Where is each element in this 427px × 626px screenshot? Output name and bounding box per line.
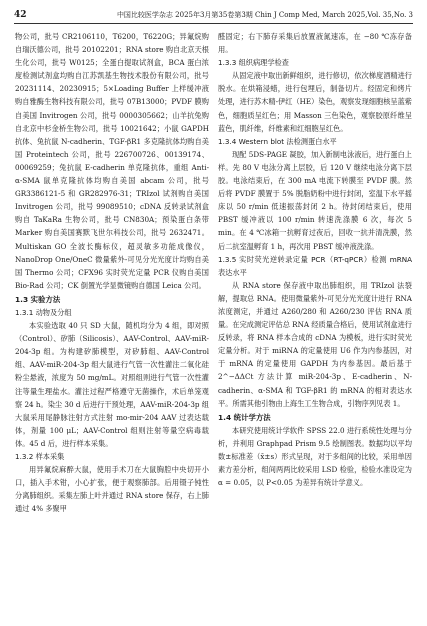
journal-title: 中国比较医学杂志 2025年3月第35卷第3期 Chin J Comp Med, March 2025,Vol. 35,No. 3 <box>116 11 413 19</box>
right-column <box>218 30 412 489</box>
left-subsection-heading: 1.3.2 样本采集 <box>15 452 65 461</box>
right-paragraph: 醛固定；右下肺存采集后放置液氮速冻，在 −80 ℃冻存备用。 <box>218 32 412 55</box>
right-paragraph: 从 RNA store 保存液中取出肺组织，用 TRIzol 法裂解，提取总 RNA。使用微量紫外-可见分光光度计进行 RNA 浓度测定，并通过 A260/280 和 A260/230 评估 RNA 质量。在完成测定评估总 RNA 经质量合格后，使用试剂盒进行反转录，将 RNA 样本合成的 cDNA 为模板，进行实时荧光定量分析。对于 miRNA 的定量使用 U6 作为内参基因，对于 mRNA 的定量使用 GAPDH 为内参基因。最后基于 2^−ΔΔCt 方法计算 miR-204-3p、E-cadherin、N-cadherin、α-SMA 和 TGF-βR1 的 mRNA 的相对表达水平。所需其他引物由上海生工生物合成，引物序列见表 1。 <box>218 280 412 408</box>
right-paragraph: 本研究使用统计学软件 SPSS 22.0 进行系统性处理与分析，并利用 Graphpad Prism 9.5 绘制图表。数据均以平均数±标准差（x̄±s）形式呈现，对于多组间的比较，采用单因素方差分析，组间两两比较采用 LSD 检验，检验水准设定为 α = 0.05，以 P<0.05 为差异有统计学意义。 <box>218 425 412 488</box>
right-subsection-heading: 1.3.5 实时荧光逆转录定量 PCR（RT-qPCR）检测 mRNA 表达水平 <box>218 254 412 277</box>
right-subsection-heading: 1.3.4 Western blot 法检测蛋白水平 <box>218 136 337 146</box>
left-column <box>15 30 209 515</box>
right-paragraph: 现配 5DS-PAGE 凝胶，加入新制电泳液后，进行蛋白上样。先 80 V 电泳分离上层胶，后 120 V 继续电泳分离下层胶。电泳结束后，在 300 mA 电流下转膜至 PVDF 膜。然后将 PVDF 膜置于 5% 脱脂奶粉中进行封闭，室温下水平摇床以 50 r/min 低速振荡封闭 2 h。待封闭结束后，使用 PBST 缓冲液以 100 r/min 转速洗涤膜 6 次，每次 5 min。在 4 ℃冰箱一抗孵育过夜后，回收一抗并清洗膜，然后二抗室温孵育 1 h，再次用 PBST 缓冲液洗涤。 <box>218 149 412 251</box>
right-section-heading: 1.4 统计学方法 <box>218 412 271 422</box>
left-subsection-heading: 1.3.1 动物及分组 <box>15 307 72 317</box>
left-section-heading: 1.3 实验方法 <box>15 294 61 304</box>
page-number: 42 <box>14 10 27 20</box>
right-subsection-heading: 1.3.3 组织病理学检查 <box>218 58 289 68</box>
running-header <box>14 7 413 24</box>
left-paragraph: 用异氟烷麻醉大鼠，使用手术刀在大鼠胸腔中央切开小口，插入手术钳，小心扩张，便于观察肺部。后用镊子钝性分离肺组织。采集左肺上叶并通过 RNA store 保存，右上肺通过 4% 多聚甲 <box>15 465 209 514</box>
right-paragraph: 从固定液中取出新鲜组织，进行修切，依次梯度酒精进行脱水。在烘箱浸蜡，进行包埋后，制备切片。经固定和烤片处理，进行苏木精-伊红（HE）染色，观察发现细胞核呈蓝紫色，细胞质呈红色；用 Masson 三色染色，观察胶原纤维呈蓝色，肌纤维，纤维素和红细胞呈红色。 <box>218 71 412 133</box>
left-paragraph: 本实验选取 40 只 SD 大鼠，随机均分为 4 组，即对照（Control）、矽肺（Silicosis）、AAV-Control、AAV-miR-204-3p 组。为构建矽肺模型，对矽肺组、AAV-Control 组、AAV-miR-204-3p 组大鼠进行气管一次性灌注二氧化硅粉尘悬液，浓度为 50 mg/mL。对照组则进行气管一次性灌注等量生理盐水。灌注过程严格遵守无菌操作，术后单笼观察 24 h。染尘 30 d 后进行干预处理，AAV-miR-204-3p 组大鼠采用尾静脉注射方式注射 mo-mir-204 AAV 过表达载体，剂量 100 μL；AAV-Control 组则注射等量空病毒载体。45 d 后，进行样本采集。 <box>15 321 209 448</box>
left-paragraph: 物公司，批号 CR2106110，T6200，T6220G；异氟烷购自瑞沃德公司，批号 20102201；RNA store 购自北京天根生化公司，批号 W0125；全蛋白提取试剂盒，BCA 蛋白浓度检测试剂盒均购自江苏凯基生物技术股份有限公司，批号 20231114、20230915；5×Loading Buffer 上样缓冲液购自雅酶生物科技有限公司，批号 07B13000；PVDF 膜购自美国 Invitrogen 公司，批号 0000305662；山羊抗兔购自北京中杉金桥生物公司，批号 10021642；小鼠 GAPDH 抗体、兔抗鼠 N-cadherin、TGF-βR1 多克隆抗体均购自美国 Proteintech 公司，批号 226700726、00139174、00069259；兔抗鼠 E-cadherin 单克隆抗体，重组 Anti-α-SMA 鼠单克隆抗体均购自美国 abcam 公司，批号 GR3386121-5 和 GR282976-31；TRIzol 试剂购自美国 Invitrogen 公司，批号 99089510；cDNA 反转录试剂盒购自 TaKaRa 生物公司，批号 CN830A；预染蛋白条带 Marker 购自美国赛默飞世尔科技公司，批号 2632471。Multiskan GO 全波长酶标仪，超灵敏多功能成像仪，NanoDrop One/OneC 微量紫外-可见分光光度计均购自美国 Thermo 公司；CFX96 实时荧光定量 PCR 仪购自美国 Bio-Rad 公司；CK 倒置光学显微镜购自德国 Leica 公司。 <box>15 32 209 290</box>
